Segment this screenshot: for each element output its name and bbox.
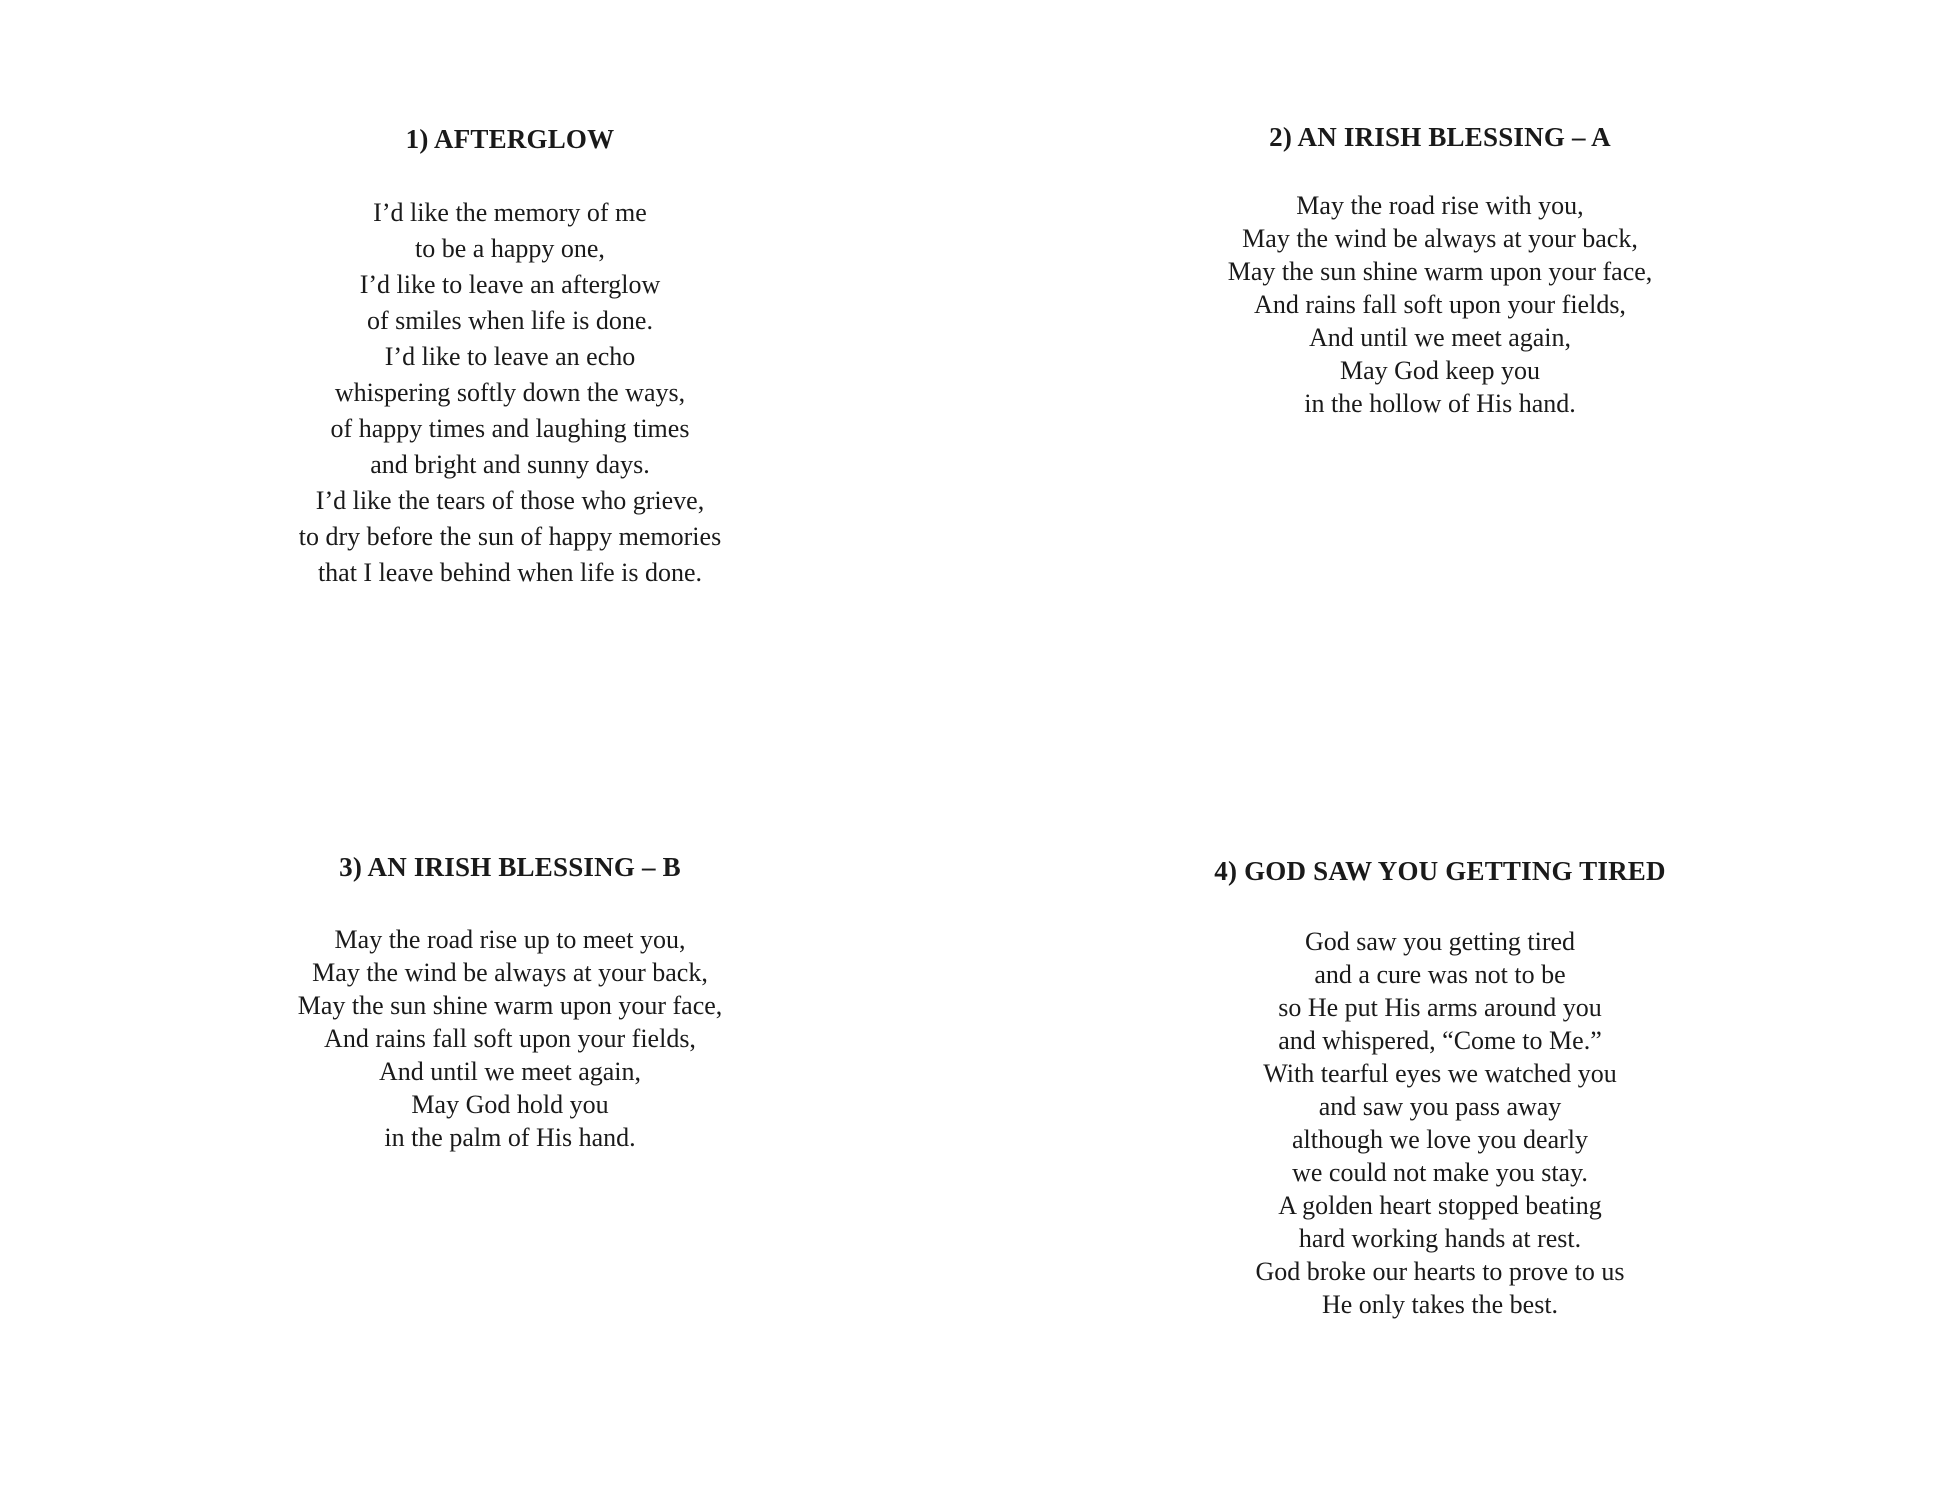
poem-lines — [270, 195, 750, 591]
poem-line: of happy times and laughing times — [330, 414, 690, 443]
poem-line: and saw you pass away — [1318, 1092, 1562, 1121]
poem-line: although we love you dearly — [1291, 1125, 1589, 1154]
poem-line: May God hold you — [411, 1090, 609, 1119]
poem-line: we could not make you stay. — [1292, 1158, 1588, 1187]
poem-line: I’d like the memory of me — [373, 198, 647, 227]
poem-line: He only takes the best. — [1321, 1290, 1559, 1319]
poem-title: 1) AFTERGLOW — [405, 124, 615, 154]
poem-line: And rains fall soft upon your fields, — [1254, 290, 1626, 319]
poem-line: May the road rise with you, — [1296, 191, 1584, 220]
poem-line: A golden heart stopped beating — [1278, 1191, 1602, 1220]
poem-lines — [250, 923, 770, 1154]
poem-title: 3) AN IRISH BLESSING – B — [339, 852, 681, 882]
poem-line: I’d like to leave an afterglow — [359, 270, 661, 299]
poem-line: I’d like the tears of those who grieve, — [315, 486, 705, 515]
poem-line: God saw you getting tired — [1304, 927, 1576, 956]
poem-line: And rains fall soft upon your fields, — [324, 1024, 696, 1053]
poem-line: And until we meet again, — [378, 1057, 642, 1086]
poem-line: in the hollow of His hand. — [1304, 389, 1576, 418]
poem-line: May the sun shine warm upon your face, — [297, 991, 723, 1020]
poem-line: to be a happy one, — [415, 234, 605, 263]
poem-line: and a cure was not to be — [1314, 960, 1566, 989]
poem-line: God broke our hearts to prove to us — [1255, 1257, 1625, 1286]
poem-irish-blessing-b — [250, 852, 770, 1154]
poem-line: to dry before the sun of happy memories — [298, 522, 722, 551]
poem-title: 4) GOD SAW YOU GETTING TIRED — [1214, 856, 1666, 886]
poem-line: May the sun shine warm upon your face, — [1227, 257, 1653, 286]
poem-irish-blessing-a — [1180, 122, 1700, 420]
poem-title: 2) AN IRISH BLESSING – A — [1269, 122, 1611, 152]
poem-line: whispering softly down the ways, — [334, 378, 686, 407]
poem-line: I’d like to leave an echo — [384, 342, 636, 371]
poem-line: With tearful eyes we watched you — [1263, 1059, 1617, 1088]
poem-line: May the wind be always at your back, — [312, 958, 708, 987]
poem-line: in the palm of His hand. — [384, 1123, 636, 1152]
poem-god-saw-you-getting-tired — [1160, 856, 1720, 1321]
poem-line: May God keep you — [1339, 356, 1540, 385]
poem-line: May the wind be always at your back, — [1242, 224, 1638, 253]
poem-lines — [1160, 925, 1720, 1321]
poem-line: so He put His arms around you — [1278, 993, 1602, 1022]
poem-line: that I leave behind when life is done. — [317, 558, 703, 587]
poem-afterglow — [270, 124, 750, 591]
poem-line: And until we meet again, — [1308, 323, 1572, 352]
poem-line: and whispered, “Come to Me.” — [1278, 1026, 1602, 1055]
poem-line: and bright and sunny days. — [370, 450, 650, 479]
poem-line: hard working hands at rest. — [1298, 1224, 1582, 1253]
poem-lines — [1180, 189, 1700, 420]
poem-line: of smiles when life is done. — [367, 306, 653, 335]
poem-line: May the road rise up to meet you, — [334, 925, 686, 954]
